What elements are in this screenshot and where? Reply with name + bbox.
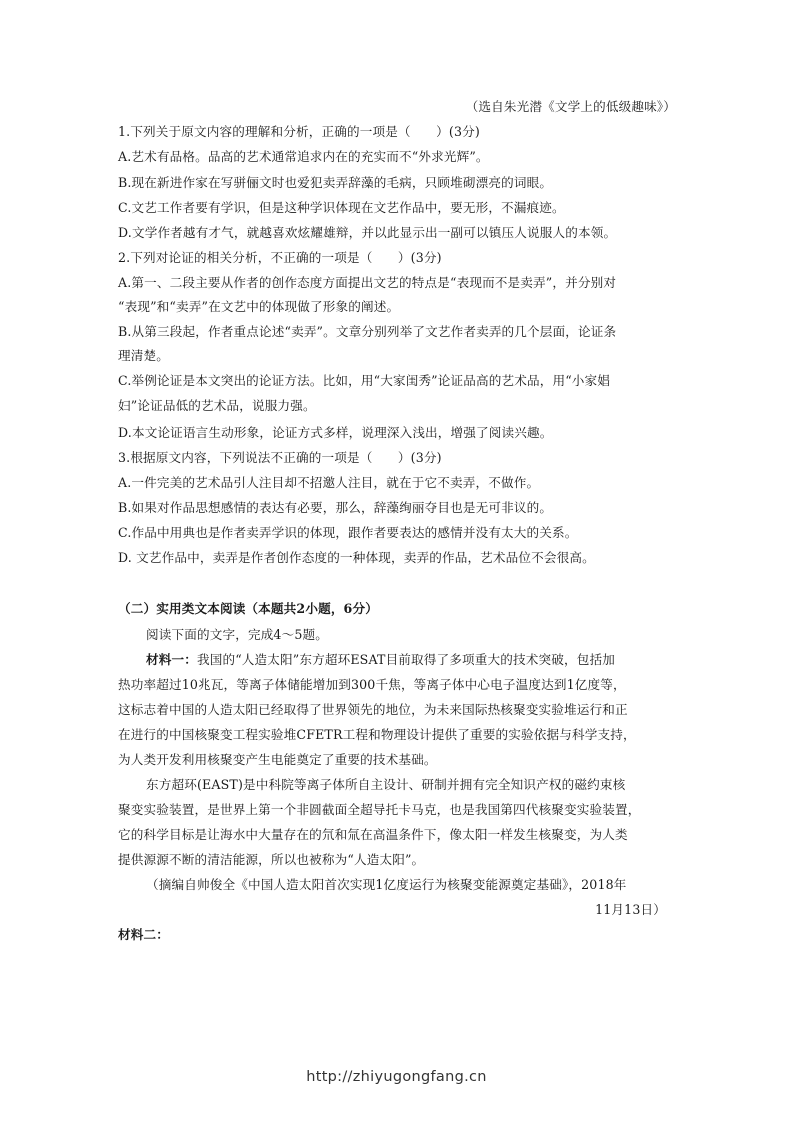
question-2-option-a-cont: “表现”和“卖弄”在文艺中的体现做了形象的阐述。	[118, 299, 400, 314]
paragraph-2-line-1: 东方超环(EAST)是中科院等离子体所自主设计、研制并拥有完全知识产权的磁约束核	[146, 777, 626, 792]
question-3-option-c: C.作品中用典也是作者卖弄学识的体现，跟作者要表达的感情并没有太大的关系。	[118, 525, 578, 540]
question-3-option-b: B.如果对作品思想感情的表达有必要，那么，辞藻绚丽夺目也是无可非议的。	[118, 500, 553, 515]
question-1-option-b: B.现在新进作家在写骈俪文时也爱犯卖弄辞藻的毛病，只顾堆砌漂亮的词眼。	[118, 175, 553, 190]
question-2-option-a: A.第一、二段主要从作者的创作态度方面提出文艺的特点是“表现而不是卖弄”，并分别对	[118, 275, 617, 290]
material-1-line-1	[146, 651, 678, 669]
section-2-instruction: 阅读下面的文字，完成4～5题。	[146, 627, 328, 642]
question-2-option-b: B.从第三段起，作者重点论述“卖弄”。文章分别列举了文艺作者卖弄的几个层面，论证条	[118, 324, 617, 339]
question-1-option-a: A.艺术有品格。品高的艺术通常追求内在的充实而不“外求光辉”。	[118, 149, 489, 164]
source-attribution: （选自朱光潜《文学上的低级趣味》）	[465, 99, 676, 114]
material-2-label: 材料二：	[118, 927, 169, 942]
footer-url: http://zhiyugongfang.cn	[306, 1069, 487, 1085]
question-2-option-c: C.举例论证是本文突出的论证方法。比如，用“大家闺秀”论证品高的艺术品，用“小家娼	[118, 373, 611, 388]
section-2-heading: （二）实用类文本阅读（本题共2小题，6分）	[118, 601, 378, 616]
question-3-stem: 3.根据原文内容，下列说法不正确的一项是（ ）(3分)	[118, 450, 442, 465]
paragraph-2-line-4: 提供源源不断的清洁能源，所以也被称为“人造太阳”。	[118, 852, 425, 867]
citation-line-2: 11月13日）	[595, 902, 666, 917]
paragraph-2-line-2: 聚变实验装置，是世界上第一个非圆截面全超导托卡马克，也是我国第四代核聚变实验装置，	[118, 802, 641, 817]
material-1-label: 材料一：	[146, 652, 197, 667]
material-1-line-3: 这标志着中国的人造太阳已经取得了世界领先的地位，为未来国际热核聚变实验堆运行和正	[118, 702, 628, 717]
question-3-option-d: D. 文艺作品中，卖弄是作者创作态度的一种体现，卖弄的作品，艺术品位不会很高。	[118, 550, 595, 565]
material-1-line-4: 在进行的中国核聚变工程实验堆CFETR工程和物理设计提供了重要的实验依据与科学支持，	[118, 727, 636, 742]
question-1-stem: 1.下列关于原文内容的理解和分析，正确的一项是（ ）(3分)	[118, 124, 480, 139]
question-2-option-d: D.本文论证语言生动形象，论证方式多样，说理深入浅出，增强了阅读兴趣。	[118, 425, 553, 440]
question-2-stem: 2.下列对论证的相关分析，不正确的一项是（ ）(3分)	[118, 250, 442, 265]
paragraph-2-line-3: 它的科学目标是让海水中大量存在的氘和氚在高温条件下，像太阳一样发生核聚变，为人类	[118, 827, 628, 842]
material-1-line-2: 热功率超过10兆瓦，等离子体储能增加到300千焦，等离子体中心电子温度达到1亿度等，	[118, 677, 626, 692]
question-1-option-c: C.文艺工作者要有学识，但是这种学识体现在文艺作品中，要无形，不漏痕迹。	[118, 200, 565, 215]
material-1-text: 我国的“人造太阳”东方超环ESAT目前取得了多项重大的技术突破，包括加	[196, 652, 615, 667]
material-1-line-5: 为人类开发利用核聚变产生电能奠定了重要的技术基础。	[118, 752, 437, 767]
question-2-option-c-cont: 妇”论证品低的艺术品，说服力强。	[118, 398, 316, 413]
question-3-option-a: A.一件完美的艺术品引人注目却不招邀人注目，就在于它不卖弄，不做作。	[118, 475, 540, 490]
question-1-option-d: D.文学作者越有才气，就越喜欢炫耀雄辩，并以此显示出一副可以镇压人说服人的本领。	[118, 225, 617, 240]
citation-line-1: （摘编自帅俊全《中国人造太阳首次实现1亿度运行为核聚变能源奠定基础》，2018年	[146, 877, 627, 892]
question-2-option-b-cont: 理清楚。	[118, 348, 169, 363]
